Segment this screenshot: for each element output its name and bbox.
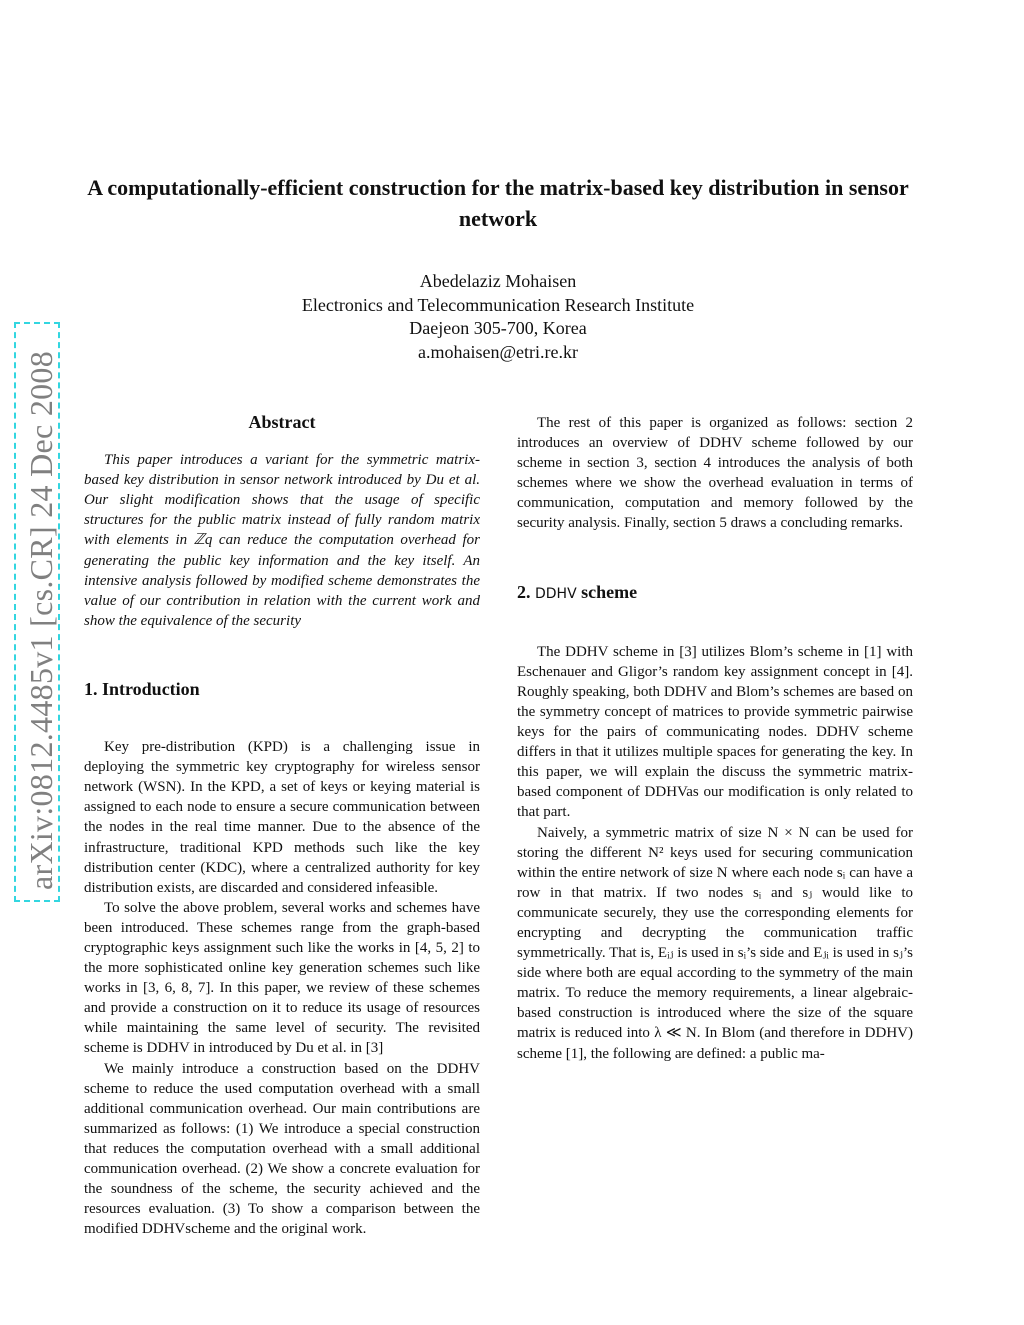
ddhv-paragraph-2: Naively, a symmetric matrix of size N × N can be used for storing the different N² keys used for securing communication within the entire network of size N where each node sᵢ can have a row in that matrix. If two nodes sᵢ and sⱼ would like to communicate securely, they use the corresponding elements for encrypting and decrypting the communication traffic symmetrically. That is, Eᵢⱼ is used in sᵢ’s side and Eⱼᵢ is used in sⱼ’s side where both are equal according to the symmetry of the main matrix. To reduce the memory requirements, a linear algebraic-based construction is introduced where the size of the square matrix is reduced into λ ≪ N. In Blom (and therefore in DDHV) scheme [1], the following are defined: a public ma-: [517, 824, 913, 1062]
abstract-heading: Abstract: [248, 412, 316, 432]
abstract-text: This paper introduces a variant for the symmetric matrix-based key distribution in sensor network introduced by Du et al. Our slight modification shows that the usage of specific structures for the public matrix instead of fully random matrix with elements in ℤq can reduce the computation overhead for generating the public key information and the key itself. An intensive analysis followed by modified scheme demonstrates the value of our contribution in relation with the current work and show the equivalence of the security: [84, 452, 480, 629]
section-heading-ddhv-scheme: [517, 582, 913, 604]
ddhv-paragraph-1: The DDHV scheme in [3] utilizes Blom’s scheme in [1] with Eschenauer and Gligor’s random key assignment concept in [4]. Roughly speaking, both DDHV and Blom’s schemes are based on the symmetry concept of matrices to provide symmetric pairwise keys for the pairs of communicating nodes. DDHV scheme differs in that it utilizes multiple spaces for generating the key. In this paper, we will explain the discuss the symmetric matrix-based component of DDHVas our modification is only related to that part.: [517, 643, 913, 821]
intro-paragraph-1: Key pre-distribution (KPD) is a challenging issue in deploying the symmetric key cryptography for wireless sensor network (WSN). In the KPD, a set of keys or keying material is assigned to each node to ensure a secure communication between the nodes in the real time manner. Due to the absence of the infrastructure, traditional KPD methods such like the key distribution center (KDC), where a centralized authority for key distribution exists, are discarded and considered infeasible.: [84, 739, 480, 896]
intro-paragraph-4: The rest of this paper is organized as follows: section 2 introduces an overview of DDHV scheme followed by our scheme in section 3, section 4 introduces the analysis of both schemes where we show the overhead evaluation in terms of communication, computation and memory followed by the security analysis. Finally, section 5 draws a concluding remarks.: [517, 415, 913, 532]
author-block: [200, 270, 796, 364]
arxiv-identifier[interactable]: arXiv:0812.4485v1 [cs.CR] 24 Dec 2008: [23, 350, 59, 890]
author-email[interactable]: a.mohaisen@etri.re.kr: [417, 341, 578, 362]
section-2-number: 2.: [517, 581, 531, 602]
left-column: [84, 408, 480, 1238]
abstract: [84, 450, 480, 631]
author-name: Abedelaziz Mohaisen: [419, 271, 577, 291]
intro-paragraph-2: To solve the above problem, several works and schemes have been introduced. These schemes range from the graph-based cryptographic keys assignment such like the works in [4, 5, 2] to the more sophisticated online key generation schemes such like works in [3, 6, 8, 7]. In this paper, we review of these schemes and provide a construction on it to reduce its usage of resources while maintaining the same level of security. The revisited scheme is DDHV in introduced by Du et al. in [3]: [84, 899, 480, 1057]
intro-paragraph-3: We mainly introduce a construction based on the DDHV scheme to reduce the used computation overhead with a small additional communication overhead. Our main contributions are summarized as follows: (1) We introduce a special construction that reduces the computation overhead with a small additional communication overhead. (2) We show a concrete evaluation for the soundness of the scheme, the security achieved and the resources evaluation. (3) To show a comparison between the modified DDHVscheme and the original work.: [84, 1060, 480, 1238]
right-column: [517, 413, 913, 1064]
author-affiliation: Electronics and Telecommunication Research Institute: [301, 294, 695, 315]
author-address: Daejeon 305-700, Korea: [409, 318, 587, 338]
section-heading-introduction: 1. Introduction: [84, 678, 200, 699]
section-2-rest: scheme: [581, 581, 638, 602]
section-2-ddhv: DDHV: [535, 585, 577, 602]
paper-title: A computationally-efficient construction for the matrix-based key distribution in sensor network: [87, 175, 909, 231]
